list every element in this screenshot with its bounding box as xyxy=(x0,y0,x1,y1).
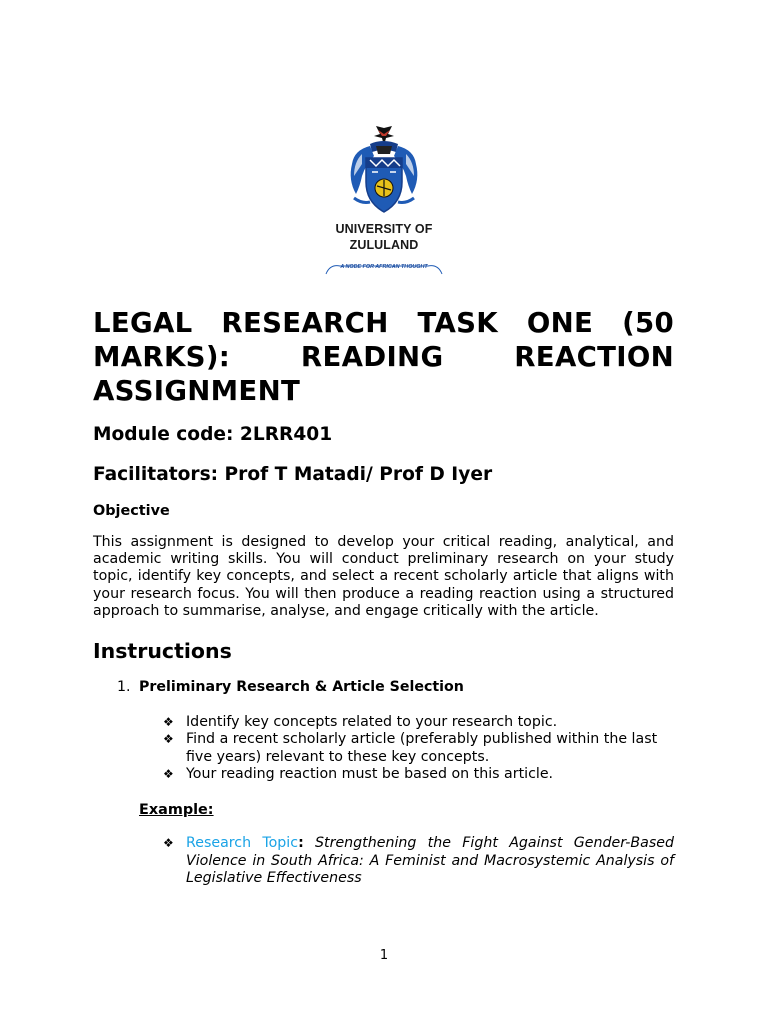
diamond-bullet-icon: ❖ xyxy=(163,715,174,730)
objective-paragraph: This assignment is designed to develop your critical reading, analytical, and academic writing skills. You will conduct preliminary research on your study topic, identify key concepts, and select a recent scholarly article that aligns with your research focus. You will then produce a reading reaction using a structured approach to summarise, analyse, and engage critically with the article. xyxy=(93,534,674,619)
example-text xyxy=(186,835,674,887)
diamond-bullet-icon: ❖ xyxy=(163,836,174,851)
instruction-step-1 xyxy=(117,678,674,696)
bullet-text: Find a recent scholarly article (preferably published within the last five years) relevant to these key concepts. xyxy=(186,731,658,765)
list-item xyxy=(163,766,674,783)
diamond-bullet-icon: ❖ xyxy=(163,732,174,747)
diamond-bullet-icon: ❖ xyxy=(163,766,174,781)
logo-name-line: ZULULAND xyxy=(349,238,419,252)
bullet-text: Identify key concepts related to your research topic. xyxy=(186,714,558,731)
step-1-bullets xyxy=(163,714,674,783)
research-topic-colon: : xyxy=(298,835,304,852)
example-bullets xyxy=(163,835,674,887)
step-number: 1. xyxy=(117,679,131,696)
research-topic-title: Strengthening the Fight Against Gender-Based Violence in South Africa: A Feminist and Macrosystemic Analysis of Legislative Effectiveness xyxy=(186,835,674,886)
bullet-text: Your reading reaction must be based on this article. xyxy=(186,765,554,782)
list-item xyxy=(163,731,674,766)
module-code: Module code: 2LRR401 xyxy=(93,424,333,445)
facilitators: Facilitators: Prof T Matadi/ Prof D Iyer xyxy=(93,464,493,485)
page-number: 1 xyxy=(379,948,389,963)
step-label: Preliminary Research & Article Selection xyxy=(139,679,464,696)
logo-university-line: UNIVERSITY OF xyxy=(335,222,433,236)
research-topic-label: Research Topic xyxy=(186,835,299,852)
list-item xyxy=(163,835,674,887)
document-title: LEGAL RESEARCH TASK ONE (50 MARKS): READING REACTION ASSIGNMENT xyxy=(93,306,674,407)
objective-heading: Objective xyxy=(93,503,170,519)
university-crest-icon xyxy=(340,124,428,220)
university-logo xyxy=(320,124,448,278)
logo-tagline: A NODE FOR AFRICAN THOUGHT xyxy=(340,264,428,270)
example-heading: Example: xyxy=(139,802,214,819)
list-item xyxy=(163,714,674,731)
instructions-heading: Instructions xyxy=(93,639,232,664)
document-body xyxy=(93,306,674,887)
